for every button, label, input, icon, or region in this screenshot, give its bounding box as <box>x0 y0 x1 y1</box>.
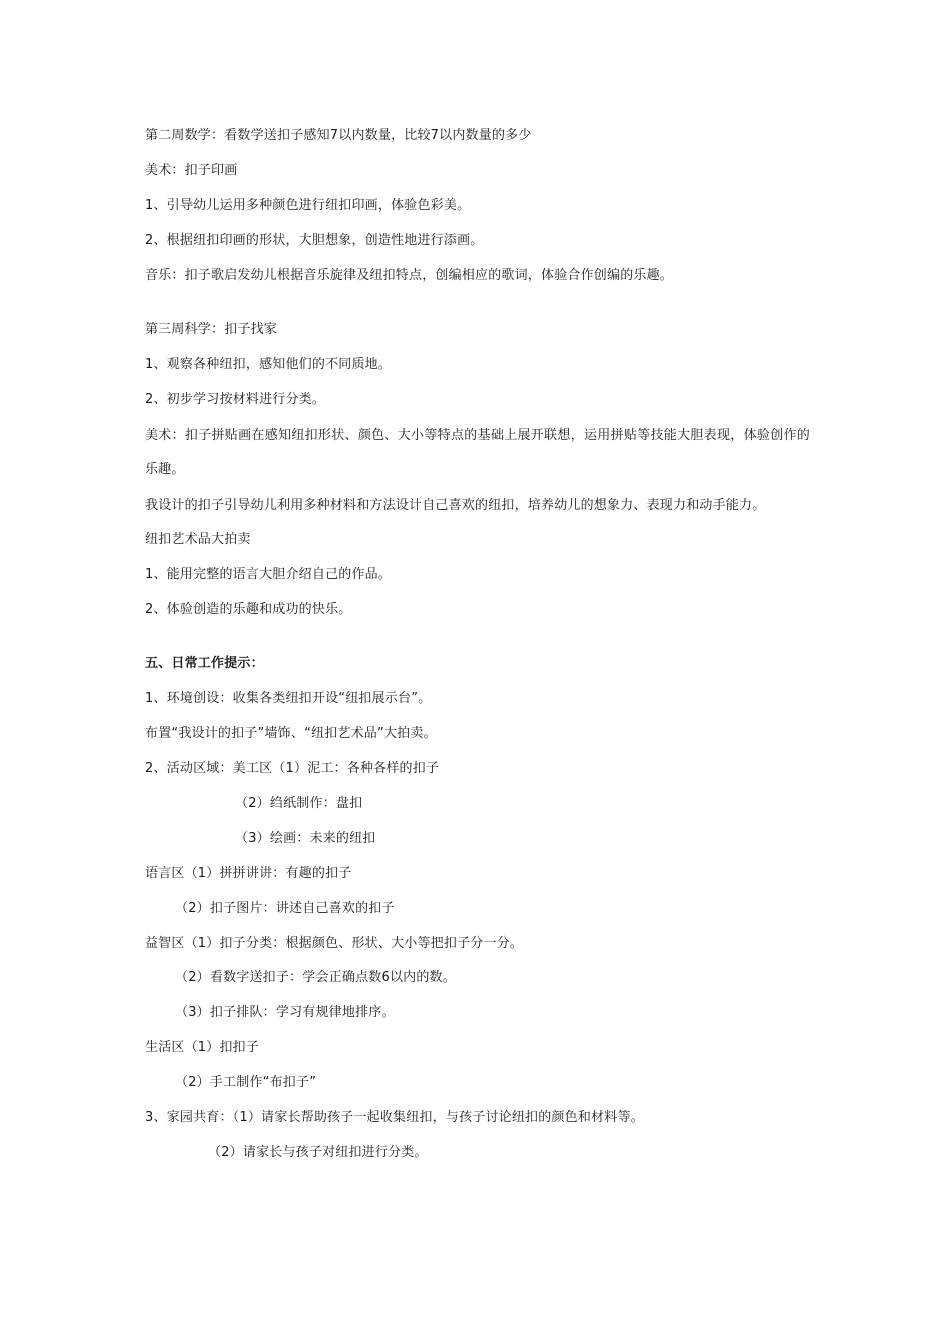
puzzle-area-sub-3: （3）扣子排队：学习有规律地排序。 <box>175 1005 395 1020</box>
science-goal-1: 1、观察各种纽扣，感知他们的不同质地。 <box>145 357 392 372</box>
auction-goal-2: 2、体验创造的乐趣和成功的快乐。 <box>145 602 352 617</box>
language-area-item: 语言区（1）拼拼讲讲：有趣的扣子 <box>145 866 352 881</box>
language-area-sub-2: （2）扣子图片：讲述自己喜欢的扣子 <box>175 901 395 916</box>
art-area-sub-2: （2）绉纸制作：盘扣 <box>235 796 363 811</box>
auction-goal-1: 1、能用完整的语言大胆介绍自己的作品。 <box>145 567 392 582</box>
activity-area-item: 2、活动区域：美工区（1）泥工：各种各样的扣子 <box>145 761 440 776</box>
auction-heading: 纽扣艺术品大拍卖 <box>145 532 251 547</box>
art-area-sub-3: （3）绘画：未来的纽扣 <box>235 831 376 846</box>
life-area-sub-2: （2）手工制作“布扣子” <box>175 1075 317 1090</box>
music-paragraph: 音乐：扣子歌启发幼儿根据音乐旋律及纽扣特点，创编相应的歌词，体验合作创编的乐趣。 <box>145 268 674 283</box>
week2-math-heading: 第二周数学：看数学送扣子感知7以内数量，比较7以内数量的多少 <box>145 128 532 143</box>
week3-science-heading: 第三周科学：扣子找家 <box>145 322 278 337</box>
life-area-item: 生活区（1）扣扣子 <box>145 1040 260 1055</box>
art-collage-paragraph: 美术：扣子拼贴画在感知纽扣形状、颜色、大小等特点的基础上展开联想，运用拼贴等技能大胆表现，体验创作的乐趣。 <box>145 428 810 477</box>
environment-item: 1、环境创设：收集各类纽扣开设“纽扣展示台”。 <box>145 691 432 706</box>
home-school-sub-2: （2）请家长与孩子对纽扣进行分类。 <box>208 1145 428 1160</box>
art-goal-1: 1、引导幼儿运用多种颜色进行纽扣印画，体验色彩美。 <box>145 198 471 213</box>
section-five-heading: 五、日常工作提示： <box>145 656 264 671</box>
decoration-item: 布置“我设计的扣子”墙饰、“纽扣艺术品”大拍卖。 <box>145 726 437 741</box>
home-school-item: 3、家园共育：（1）请家长帮助孩子一起收集纽扣，与孩子讨论纽扣的颜色和材料等。 <box>145 1110 644 1125</box>
art-heading-button-print: 美术：扣子印画 <box>145 163 238 178</box>
art-goal-2: 2、根据纽扣印画的形状，大胆想象，创造性地进行添画。 <box>145 233 484 248</box>
my-design-paragraph: 我设计的扣子引导幼儿利用多种材料和方法设计自己喜欢的纽扣，培养幼儿的想象力、表现力和动手能力。 <box>145 498 766 513</box>
science-goal-2: 2、初步学习按材料进行分类。 <box>145 392 326 407</box>
puzzle-area-item: 益智区（1）扣子分类：根据颜色、形状、大小等把扣子分一分。 <box>145 936 524 951</box>
puzzle-area-sub-2: （2）看数字送扣子：学会正确点数6以内的数。 <box>175 970 456 985</box>
